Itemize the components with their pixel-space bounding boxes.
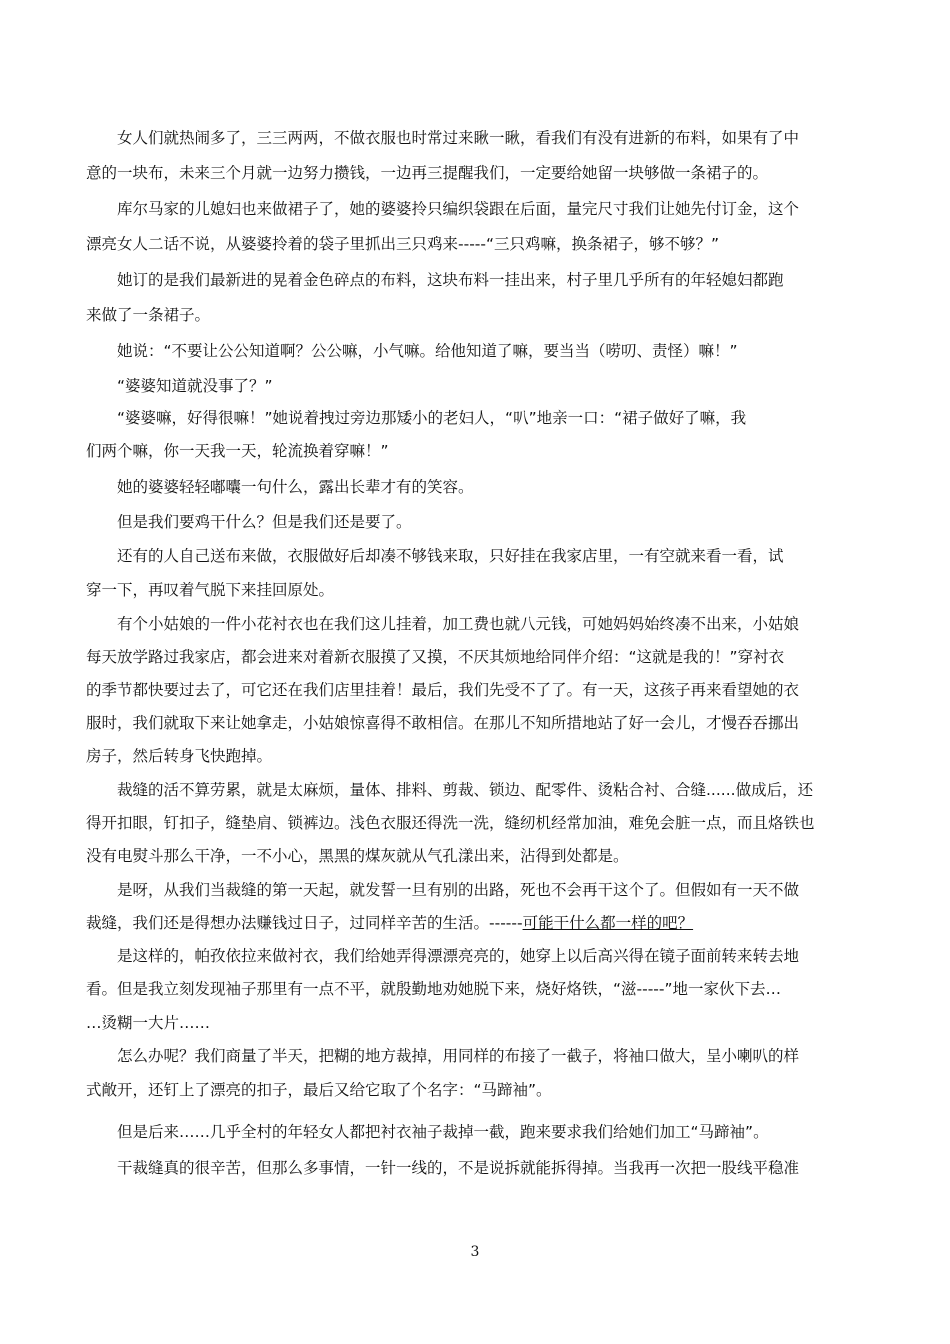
text-line: 来做了一条裙子。 — [86, 306, 211, 324]
text-line: 干裁缝真的很辛苦，但那么多事情，一针一线的，不是说拆就能拆得掉。当我再一次把一股线平稳准 — [86, 1159, 800, 1177]
text-line: 库尔马家的儿媳妇也来做裙子了，她的婆婆拎只编织袋跟在后面，量完尺寸我们让她先付订金，这个 — [86, 200, 800, 218]
text-line: 服时，我们就取下来让她拿走，小姑娘惊喜得不敢相信。在那儿不知所措地站了好一会儿，才慢吞吞挪出 — [86, 714, 800, 732]
underlined-question: 可能干什么都一样的吧？ — [522, 914, 694, 932]
text-line: 房子，然后转身飞快跑掉。 — [86, 747, 273, 765]
text-line: 得开扣眼，钉扣子，缝垫肩、锁裤边。浅色衣服还得洗一洗，缝纫机经常加油，难免会脏一点，而且烙铁也 — [86, 814, 815, 832]
text-line: 她的婆婆轻轻嘟囔一句什么，露出长辈才有的笑容。 — [86, 478, 474, 496]
text-line — [86, 913, 866, 933]
text-line: 她订的是我们最新进的晃着金色碎点的布料，这块布料一挂出来，村子里几乎所有的年轻媳妇都跑 — [86, 271, 784, 289]
text-line: 漂亮女人二话不说，从婆婆拎着的袋子里抓出三只鸡来-----“三只鸡嘛，换条裙子，够不够？” — [86, 235, 720, 253]
text-line: 怎么办呢？我们商量了半天，把糊的地方裁掉，用同样的布接了一截子，将袖口做大，呈小喇叭的样 — [86, 1047, 800, 1065]
text-segment: 裁缝，我们还是得想办法赚钱过日子，过同样辛苦的生活。------ — [86, 914, 523, 932]
text-line: 还有的人自己送布来做，衣服做好后却凑不够钱来取，只好挂在我家店里，一有空就来看一看，试 — [86, 547, 784, 565]
text-line: 们两个嘛，你一天我一天，轮流换着穿嘛！” — [86, 442, 389, 460]
text-line: 没有电熨斗那么干净，一不小心，黑黑的煤灰就从气孔漾出来，沾得到处都是。 — [86, 847, 629, 865]
text-line: 但是后来……几乎全村的年轻女人都把衬衣袖子裁掉一截，跑来要求我们给她们加工“马蹄袖”。 — [86, 1123, 769, 1141]
text-line: 但是我们要鸡干什么？但是我们还是要了。 — [86, 513, 412, 531]
text-line: 她说：“不要让公公知道啊？公公嘛，小气嘛。给他知道了嘛，要当当（唠叨、责怪）嘛！” — [86, 342, 738, 360]
text-line: 是呀，从我们当裁缝的第一天起，就发誓一旦有别的出路，死也不会再干这个了。但假如有一天不做 — [86, 881, 800, 899]
text-line: 裁缝的活不算劳累，就是太麻烦，量体、排料、剪裁、锁边、配零件、烫粘合衬、合缝......做成后，还 — [86, 781, 814, 799]
text-line: 的季节都快要过去了，可它还在我们店里挂着！最后，我们先受不了了。有一天，这孩子再来看望她的衣 — [86, 681, 800, 699]
text-line: 有个小姑娘的一件小花衬衣也在我们这儿挂着，加工费也就八元钱，可她妈妈始终凑不出来，小姑娘 — [86, 615, 800, 633]
text-line: 每天放学路过我家店，都会进来对着新衣服摸了又摸，不厌其烦地给同伴介绍：“这就是我的！”穿衬衣 — [86, 648, 785, 666]
text-line: …烫糊一大片…… — [86, 1014, 211, 1032]
text-line: 女人们就热闹多了，三三两两，不做衣服也时常过来瞅一瞅，看我们有没有进新的布料，如果有了中 — [86, 129, 800, 147]
text-line: 式敞开，还钉上了漂亮的扣子，最后又给它取了个名字：“马蹄袖”。 — [86, 1081, 552, 1099]
page-number: 3 — [470, 1244, 480, 1260]
text-line: 意的一块布，未来三个月就一边努力攒钱，一边再三提醒我们，一定要给她留一块够做一条裙子的。 — [86, 164, 769, 182]
text-line: “婆婆嘛，好得很嘛！”她说着拽过旁边那矮小的老妇人，“叭”地亲一口：“裙子做好了嘛，我 — [86, 409, 747, 427]
text-line: 是这样的，帕孜依拉来做衬衣，我们给她弄得漂漂亮亮的，她穿上以后高兴得在镜子面前转来转去地 — [86, 947, 800, 965]
text-line: 看。但是我立刻发现袖子那里有一点不平，就殷勤地劝她脱下来，烧好烙铁，“滋-----”地一家伙下去… — [86, 980, 782, 998]
text-line: 穿一下，再叹着气脱下来挂回原处。 — [86, 581, 335, 599]
text-line: “婆婆知道就没事了？” — [86, 377, 273, 395]
